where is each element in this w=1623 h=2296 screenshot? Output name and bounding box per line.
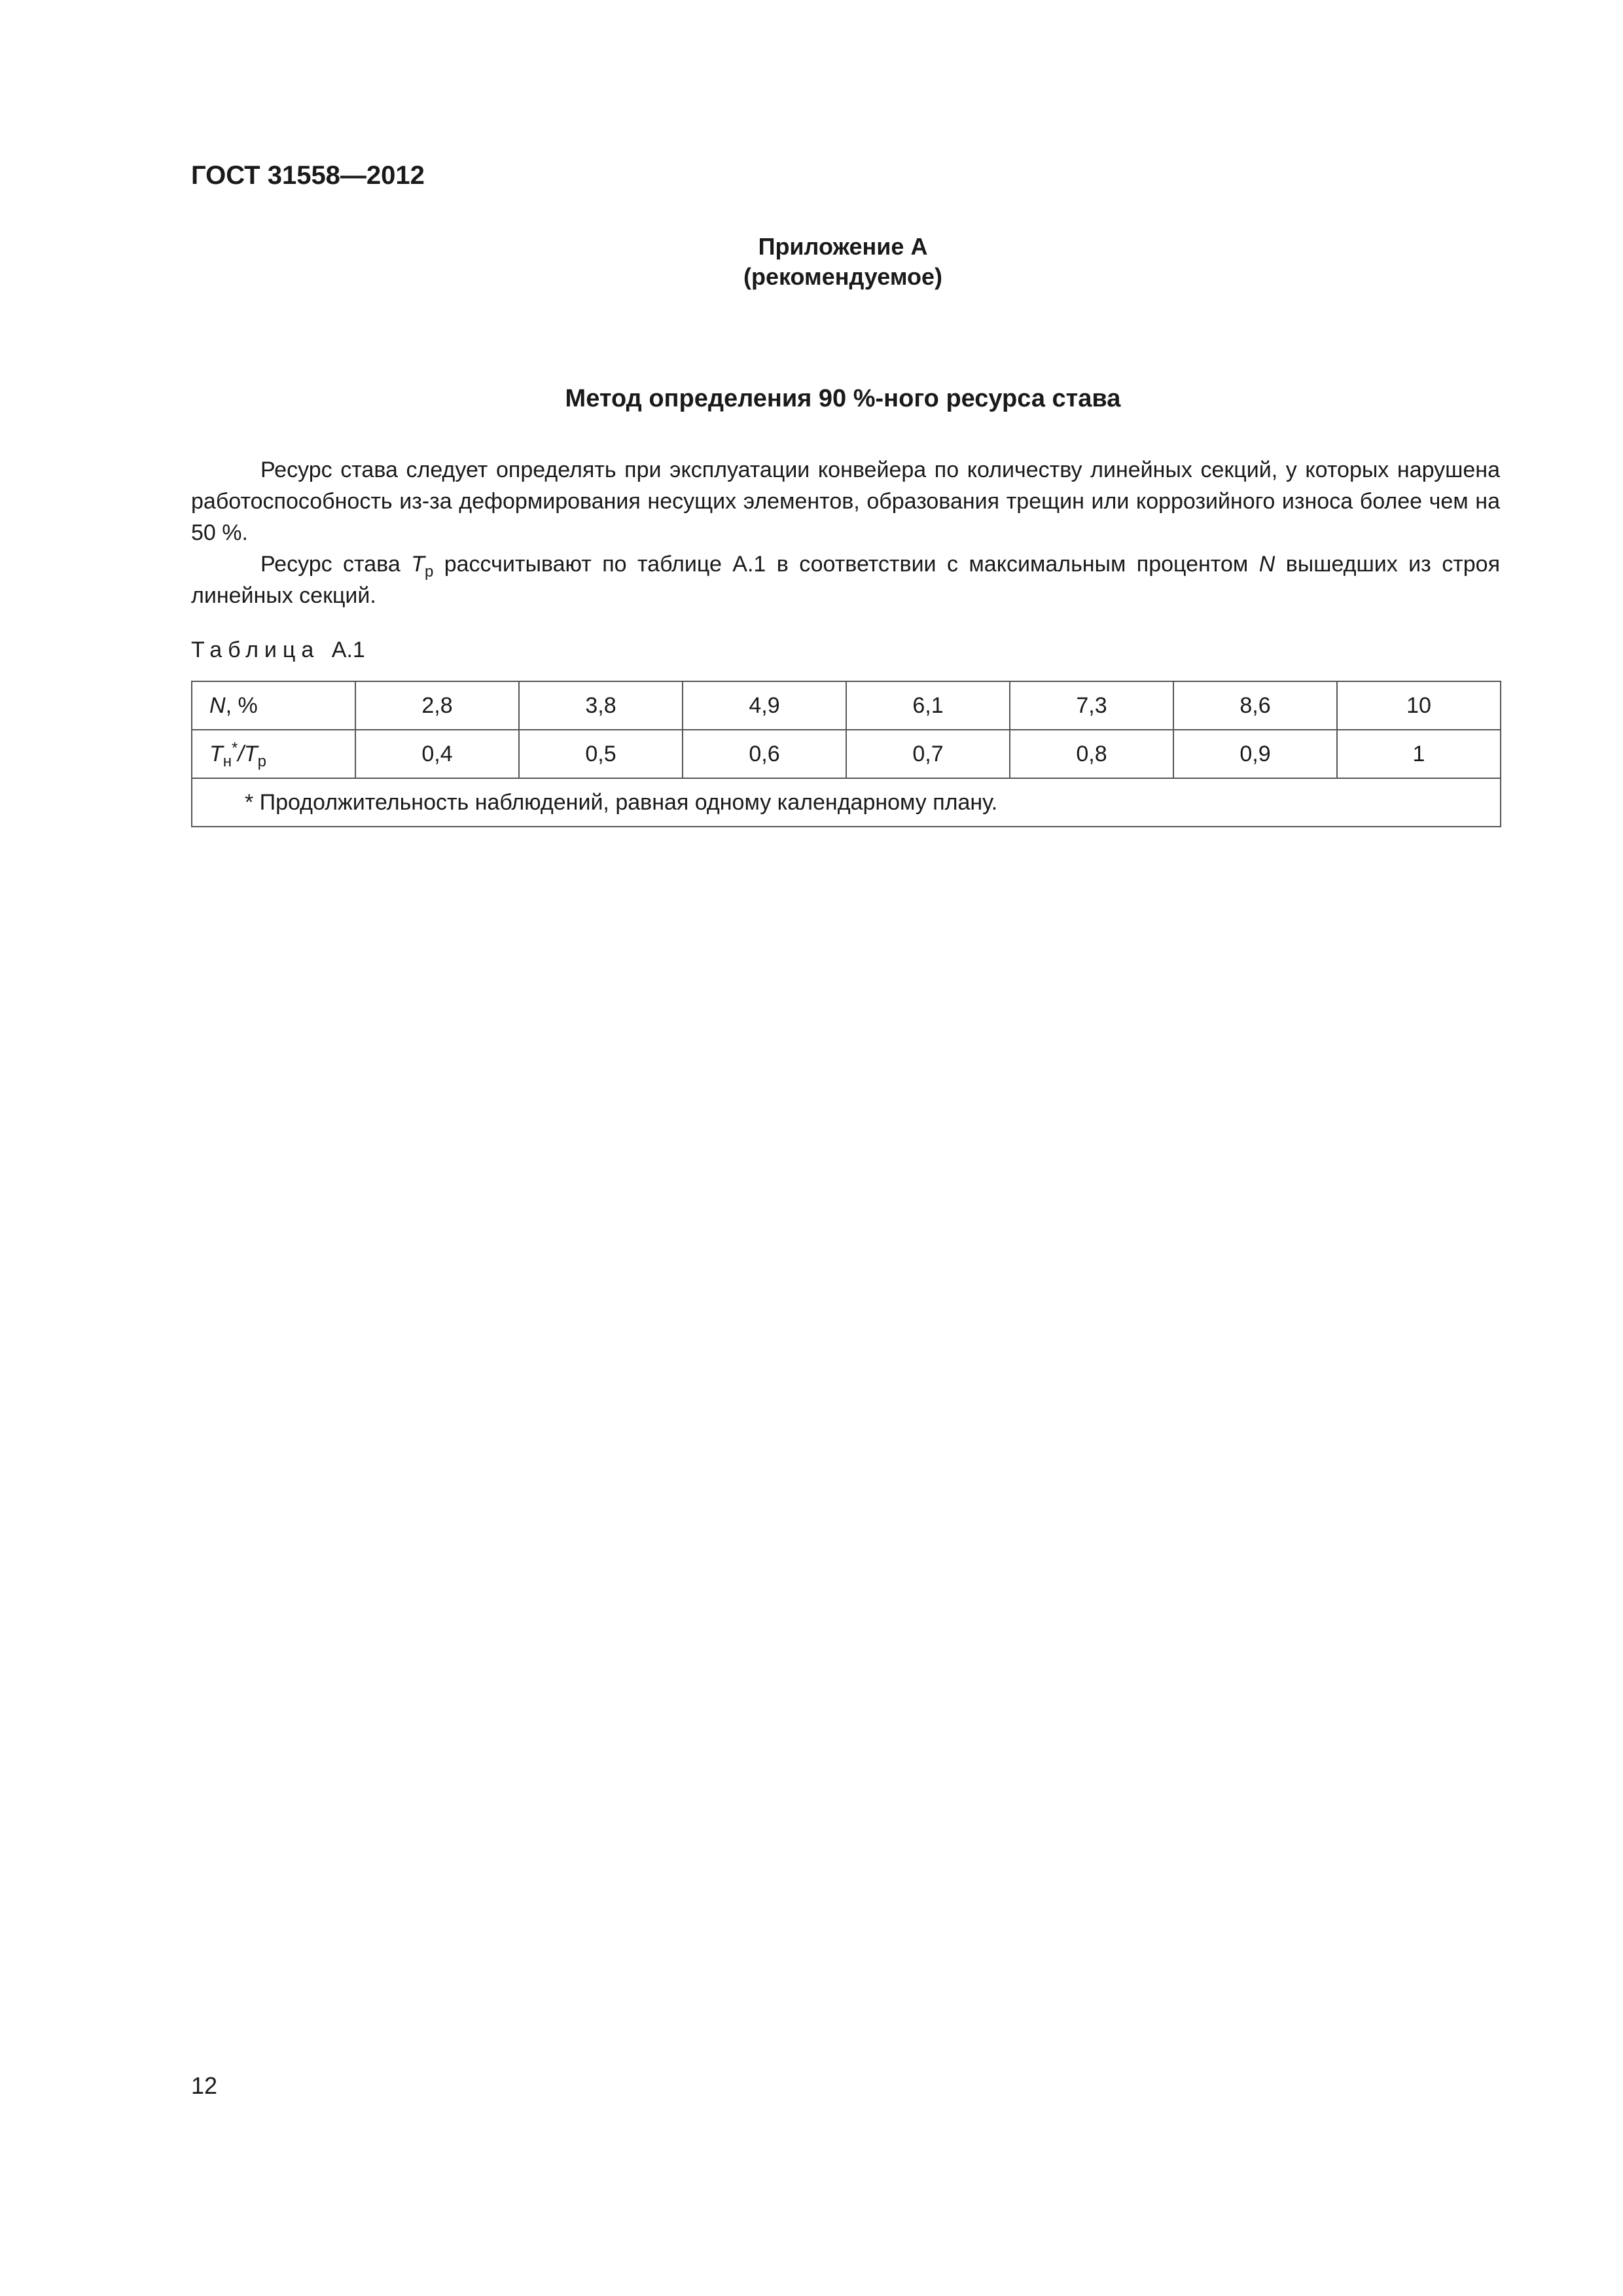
table-cell: 0,8 [1010, 730, 1173, 778]
table-cell: 8,6 [1173, 681, 1337, 730]
paragraph-2 [191, 548, 1500, 611]
subscript-r: р [424, 562, 434, 581]
annex-subtitle: (рекомендуемое) [743, 263, 942, 290]
paragraph-2-text-start: Ресурс става [260, 552, 412, 577]
document-code: ГОСТ 31558—2012 [191, 161, 425, 190]
var-n: N [1258, 552, 1275, 577]
subscript-n: н [223, 752, 232, 770]
table-cell: 3,8 [519, 681, 683, 730]
paragraph-1-text: Ресурс става следует определять при эксплуатации конвейера по количеству линейных секций, у которых нарушена работоспособность из-за деформирования несущих элементов, образования трещин или коррозийного износа более чем на 50 %. [191, 457, 1500, 545]
annex-title: Приложение А [758, 233, 928, 260]
table-cell: 6,1 [846, 681, 1010, 730]
table-cell: 1 [1337, 730, 1501, 778]
table-row [192, 778, 1501, 827]
table-cell: 0,7 [846, 730, 1010, 778]
var-t: T [209, 741, 223, 766]
table-cell: 0,5 [519, 730, 683, 778]
section-title: Метод определения 90 %-ного ресурса става [565, 385, 1121, 412]
slash: / [238, 741, 244, 766]
row-header-n-percent [192, 681, 355, 730]
table-caption [191, 637, 365, 663]
table-cell: 10 [1337, 681, 1501, 730]
table-cell: 0,6 [683, 730, 846, 778]
table-cell: 7,3 [1010, 681, 1173, 730]
table-caption-word: Таблица [191, 637, 320, 662]
table-cell: 0,4 [355, 730, 519, 778]
table-row [192, 730, 1501, 778]
page-number: 12 [191, 2072, 218, 2099]
table-caption-number: А.1 [331, 637, 365, 662]
table-cell: 4,9 [683, 681, 846, 730]
paragraph-2-text-end: вышедших из строя линейных секций. [191, 552, 1500, 608]
var-n: N [209, 692, 226, 718]
var-t: T [411, 552, 425, 577]
var-t: T [243, 741, 258, 766]
table-cell: 2,8 [355, 681, 519, 730]
footnote-mark: * [232, 739, 238, 757]
table-cell: 0,9 [1173, 730, 1337, 778]
paragraph-1 [191, 454, 1500, 548]
subscript-r: р [257, 752, 266, 770]
resource-table [191, 681, 1501, 827]
table-footnote: * Продолжительность наблюдений, равная одному календарному плану. [192, 778, 1501, 827]
unit-percent: , % [225, 692, 258, 718]
table-row [192, 681, 1501, 730]
row-header-ratio [192, 730, 355, 778]
paragraph-2-text-middle: рассчитывают по таблице А.1 в соответствии с максимальным процентом [433, 552, 1259, 577]
